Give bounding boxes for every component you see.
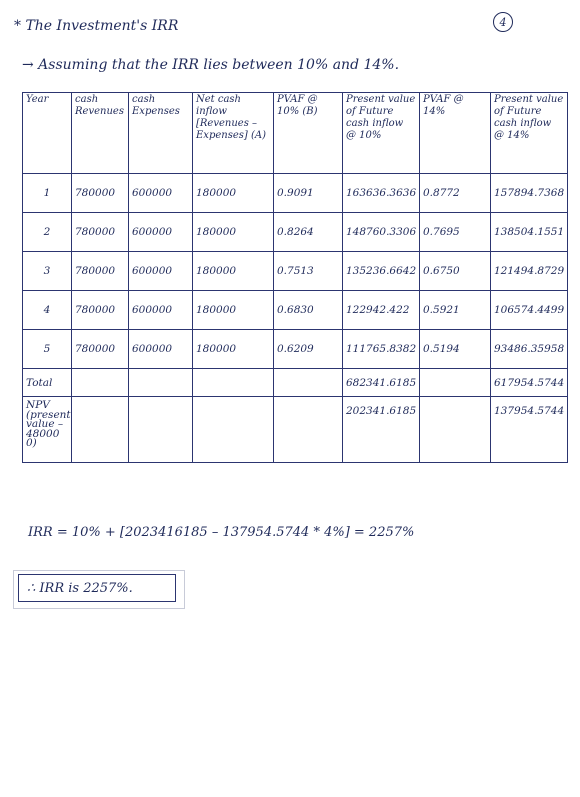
cell-pv-10: 111765.8382: [343, 330, 420, 369]
npv-pv-10: 202341.6185: [343, 397, 420, 463]
col-header-pv-10: Present value of Future cash inflow @ 10%: [343, 93, 420, 174]
empty-cell: [193, 369, 274, 397]
cell-revenue: 780000: [72, 291, 129, 330]
npv-label: NPV (present value – 48000 0): [23, 397, 72, 463]
page-heading: * The Investment's IRR: [14, 18, 179, 34]
cell-revenue: 780000: [72, 213, 129, 252]
cell-net-inflow: 180000: [193, 330, 274, 369]
empty-cell: [129, 397, 193, 463]
cell-pv-10: 148760.3306: [343, 213, 420, 252]
cell-pv-14: 106574.4499: [491, 291, 568, 330]
cell-pv-10: 122942.422: [343, 291, 420, 330]
table-row: [23, 330, 568, 369]
total-label: Total: [23, 369, 72, 397]
empty-cell: [274, 369, 343, 397]
cell-revenue: 780000: [72, 174, 129, 213]
total-pv-10: 682341.6185: [343, 369, 420, 397]
cell-pvaf-14: 0.5921: [420, 291, 491, 330]
assumption-note: → Assuming that the IRR lies between 10% and 14%.: [22, 57, 400, 73]
table-row: [23, 252, 568, 291]
cell-year: 3: [23, 252, 72, 291]
empty-cell: [129, 369, 193, 397]
cell-pvaf-10: 0.6830: [274, 291, 343, 330]
col-header-year: Year: [23, 93, 72, 174]
cell-pv-14: 121494.8729: [491, 252, 568, 291]
table-row: [23, 291, 568, 330]
table-row: [23, 213, 568, 252]
col-header-cash-expenses: cash Expenses: [129, 93, 193, 174]
cell-pvaf-10: 0.7513: [274, 252, 343, 291]
empty-cell: [420, 369, 491, 397]
table-row: [23, 174, 568, 213]
cell-year: 5: [23, 330, 72, 369]
empty-cell: [193, 397, 274, 463]
npv-row: [23, 397, 568, 463]
irr-conclusion-text: ∴ IRR is 2257%.: [27, 580, 133, 596]
cell-pv-14: 93486.35958: [491, 330, 568, 369]
empty-cell: [420, 397, 491, 463]
cell-net-inflow: 180000: [193, 252, 274, 291]
cell-pvaf-10: 0.9091: [274, 174, 343, 213]
cell-year: 1: [23, 174, 72, 213]
cell-expense: 600000: [129, 330, 193, 369]
cell-pvaf-14: 0.7695: [420, 213, 491, 252]
cell-pvaf-10: 0.8264: [274, 213, 343, 252]
cell-net-inflow: 180000: [193, 291, 274, 330]
cell-pv-10: 135236.6642: [343, 252, 420, 291]
col-header-cash-revenues: cash Revenues: [72, 93, 129, 174]
cell-pvaf-10: 0.6209: [274, 330, 343, 369]
cell-revenue: 780000: [72, 330, 129, 369]
col-header-pvaf-10: PVAF @ 10% (B): [274, 93, 343, 174]
col-header-pvaf-14: PVAF @ 14%: [420, 93, 491, 174]
total-pv-14: 617954.5744: [491, 369, 568, 397]
page-number: 4: [493, 12, 513, 32]
cell-pv-10: 163636.3636: [343, 174, 420, 213]
cell-year: 2: [23, 213, 72, 252]
total-row: [23, 369, 568, 397]
cell-pvaf-14: 0.8772: [420, 174, 491, 213]
cell-pvaf-14: 0.5194: [420, 330, 491, 369]
cell-pv-14: 138504.1551: [491, 213, 568, 252]
cell-net-inflow: 180000: [193, 174, 274, 213]
npv-pv-14: 137954.5744: [491, 397, 568, 463]
empty-cell: [274, 397, 343, 463]
cell-net-inflow: 180000: [193, 213, 274, 252]
cell-expense: 600000: [129, 252, 193, 291]
table-header-row: [23, 93, 568, 174]
empty-cell: [72, 397, 129, 463]
cell-pvaf-14: 0.6750: [420, 252, 491, 291]
irr-table: [22, 92, 568, 463]
cell-revenue: 780000: [72, 252, 129, 291]
cell-expense: 600000: [129, 213, 193, 252]
cell-pv-14: 157894.7368: [491, 174, 568, 213]
empty-cell: [72, 369, 129, 397]
cell-year: 4: [23, 291, 72, 330]
irr-formula: IRR = 10% + [2023416185 – 137954.5744 * 4%] = 2257%: [28, 525, 415, 540]
cell-expense: 600000: [129, 174, 193, 213]
cell-expense: 600000: [129, 291, 193, 330]
col-header-net-cash-inflow: Net cash inflow [Revenues – Expenses] (A): [193, 93, 274, 174]
irr-conclusion-box: [18, 574, 176, 602]
col-header-pv-14: Present value of Future cash inflow @ 14%: [491, 93, 568, 174]
